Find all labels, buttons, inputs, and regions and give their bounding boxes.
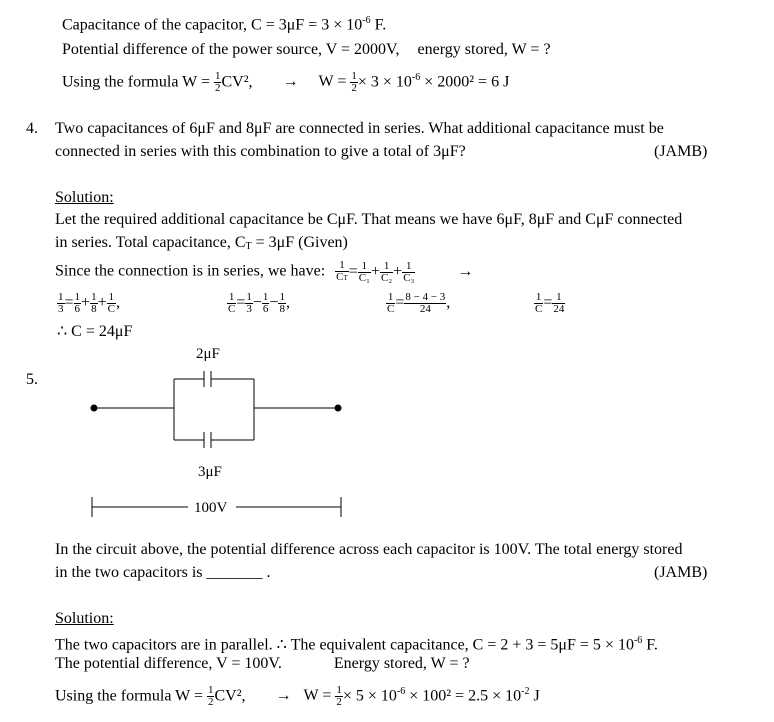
q4-eq3: $\frac{1}{C}$ = $\frac{8 - 4 - 3}{24}$ , [387, 291, 451, 315]
q4-source: (JAMB) [654, 143, 708, 160]
q4-conclusion: ∴ C = 24μF [57, 323, 133, 340]
q5-solution-line1: The two capacitors are in parallel. ∴ The equivalent capacitance, $C = 2 + 3 = 5\mu F = 5 \times 10^{-6}$ F. [55, 635, 658, 654]
q5-text-line1: In the circuit above, the potential difference across each capacitor is 100V. The total energy stored [55, 541, 683, 558]
series-formula: $\frac{1}{CT}$ = $\frac{1}{\text{C₁}}$ + $\frac{1}{\text{C₂}}$ + $\frac{1}{\text{C₃}}$ [336, 259, 415, 284]
bottom-capacitor-label: 3μF [198, 464, 222, 480]
q4-solution-line2: in series. Total capacitance, CT = 3μF (Given) [55, 234, 348, 252]
q4-text-line2: connected in series with this combination to give a total of 3μF? [55, 143, 466, 160]
prev-line-formula: Using the formula W = $\frac{1}{2}$ CV², → W = $\frac{1}{2}$ × $3 \times 10^{-6} \times 2000^2 = 6$ J [62, 70, 510, 95]
prev-line-capacitance: Capacitance of the capacitor, $C = 3\mu F = 3 \times 10^{-6}$ F. [62, 15, 387, 34]
q5-solution-line3: Using the formula W = $\frac{1}{2}$ CV², → W = $\frac{1}{2}$ × $5 \times 10^{-6} \times 100^2 = 2.5 \times 10^{-2}$ J [55, 684, 540, 709]
q4-solution-line1: Let the required additional capacitance be CμF. That means we have 6μF, 8μF and CμF connected [55, 211, 683, 228]
q5-source: (JAMB) [654, 564, 708, 581]
q5-solution-label: Solution: [55, 610, 114, 627]
q4-solution-label: Solution: [55, 189, 114, 206]
arrow-icon: → [457, 262, 474, 280]
q4-eq1: $\frac{1}{3}$ = $\frac{1}{6}$ + $\frac{1}{8}$ + $\frac{1}{C}$ , [58, 291, 120, 315]
voltage-label: 100V [194, 500, 228, 516]
q4-text-line1: Two capacitances of 6μF and 8μF are connected in series. What additional capacitance must be [55, 120, 664, 137]
q4-eq4: $\frac{1}{C}$ = $\frac{1}{24}$ [535, 291, 565, 315]
fraction-half: $\frac{1}{2}$ [207, 684, 214, 709]
fraction-half: $\frac{1}{2}$ [214, 70, 221, 95]
q4-eq2: $\frac{1}{C}$ = $\frac{1}{3}$ − $\frac{1}{6}$ − $\frac{1}{8}$ , [228, 291, 290, 315]
fraction-half: $\frac{1}{2}$ [336, 684, 342, 709]
arrow-icon: → [275, 687, 292, 705]
left-terminal [91, 405, 98, 412]
prev-line-voltage: Potential difference of the power source, V = 2000V, energy stored, W = ? [62, 41, 551, 58]
arrow-icon: → [282, 73, 299, 91]
q5-number: 5. [26, 371, 38, 388]
q5-solution-line2: The potential difference, V = 100V. Energy stored, W = ? [55, 655, 470, 672]
q4-number: 4. [26, 120, 38, 137]
top-capacitor-label: 2μF [196, 346, 220, 362]
q4-solution-line3: Since the connection is in series, we have: $\frac{1}{CT}$ = $\frac{1}{\text{C₁}}$ + $\frac{1}{\text{C₂}}$ + $\frac{1}{\text{C₃}}$ → [55, 259, 474, 284]
fraction-half: $\frac{1}{2}$ [351, 70, 357, 95]
q5-text-line2: in the two capacitors is _______ . [55, 564, 271, 581]
right-terminal [335, 405, 342, 412]
